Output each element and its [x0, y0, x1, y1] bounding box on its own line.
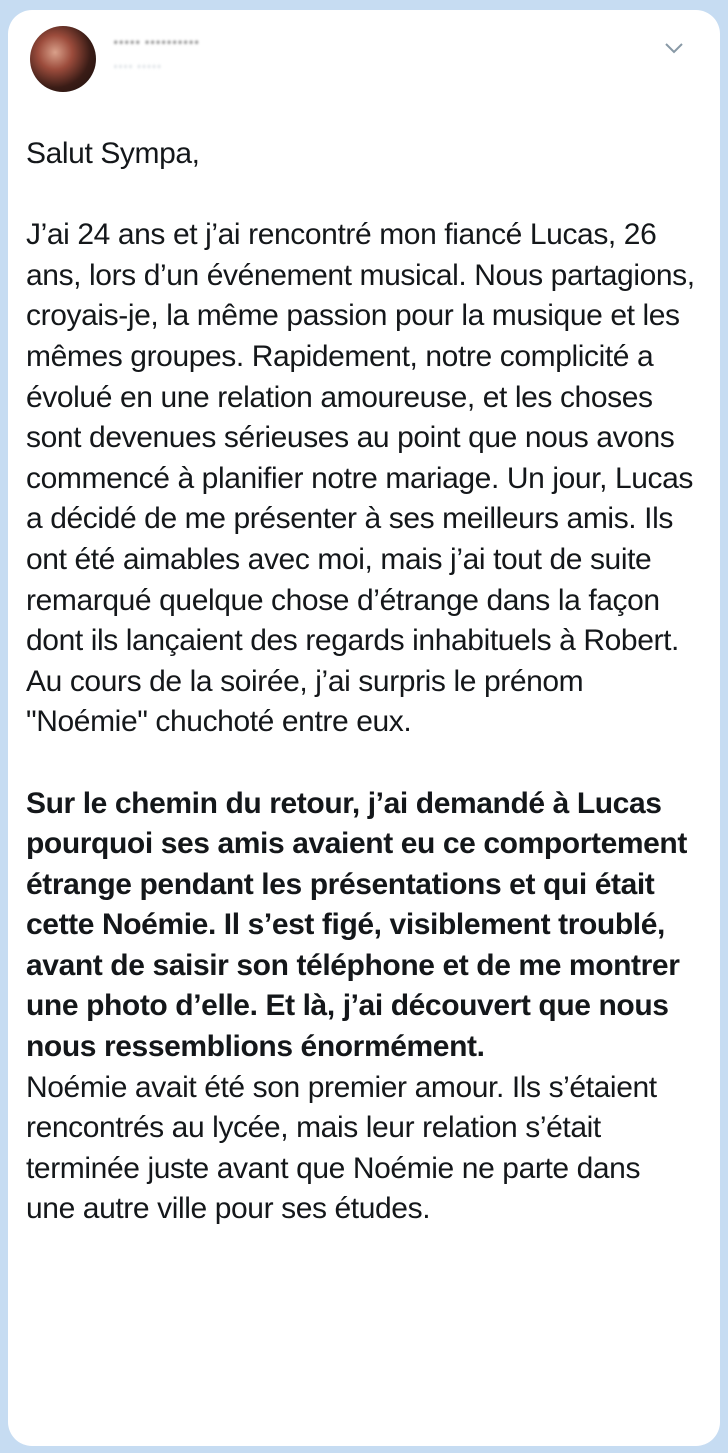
tweet-paragraph-1: J’ai 24 ans et j’ai rencontré mon fiancé Lucas, 26 ans, lors d’un événement musical. Nous partagions, croyais-je, la même passion pour la musique et les mêmes groupes. Rapidement, notre complicité a évolué en une relation amoureuse, et les choses sont devenues sérieuses au point que nous avons commencé à planifier notre mariage. Un jour, Lucas a décidé de me présenter à ses meilleurs amis. Ils ont été aimables avec moi, mais j’ai tout de suite remarqué quelque chose d’étrange dans la façon dont ils lançaient des regards inhabituels à Robert. Au cours de la soirée, j’ai surpris le prénom "Noémie" chuchoté entre eux. [26, 218, 695, 739]
more-options-button[interactable] [662, 36, 686, 60]
paragraph-spacer [26, 175, 696, 216]
tweet-card [8, 10, 720, 1446]
tweet-paragraph-2: Noémie avait été son premier amour. Ils s’étaient rencontrés au lycée, mais leur relation s’était terminée juste avant que Noémie ne parte dans une autre ville pour ses études. [26, 1070, 657, 1226]
tweet-paragraph-2-bold: Sur le chemin du retour, j’ai demandé à Lucas pourquoi ses amis avaient eu ce comportement étrange pendant les présentations et qui était cette Noémie. Il s’est figé, visiblement troublé, avant de saisir son téléphone et de me montrer une photo d’elle. Et là, j’ai découvert que nous nous ressemblions énormément. [26, 786, 687, 1064]
author-block[interactable] [114, 38, 201, 77]
author-handle: ﾟﾟﾟﾟ ﾟﾟﾟﾟﾟ [114, 66, 164, 77]
tweet-text [26, 134, 696, 1230]
chevron-down-icon [664, 42, 684, 54]
avatar[interactable] [30, 26, 96, 92]
tweet-greeting: Salut Sympa, [26, 137, 200, 170]
author-name[interactable]: ﾟﾟﾟﾟﾟ ﾟﾟﾟﾟﾟﾟﾟﾟﾟﾟ [114, 41, 202, 53]
paragraph-spacer [26, 743, 696, 784]
